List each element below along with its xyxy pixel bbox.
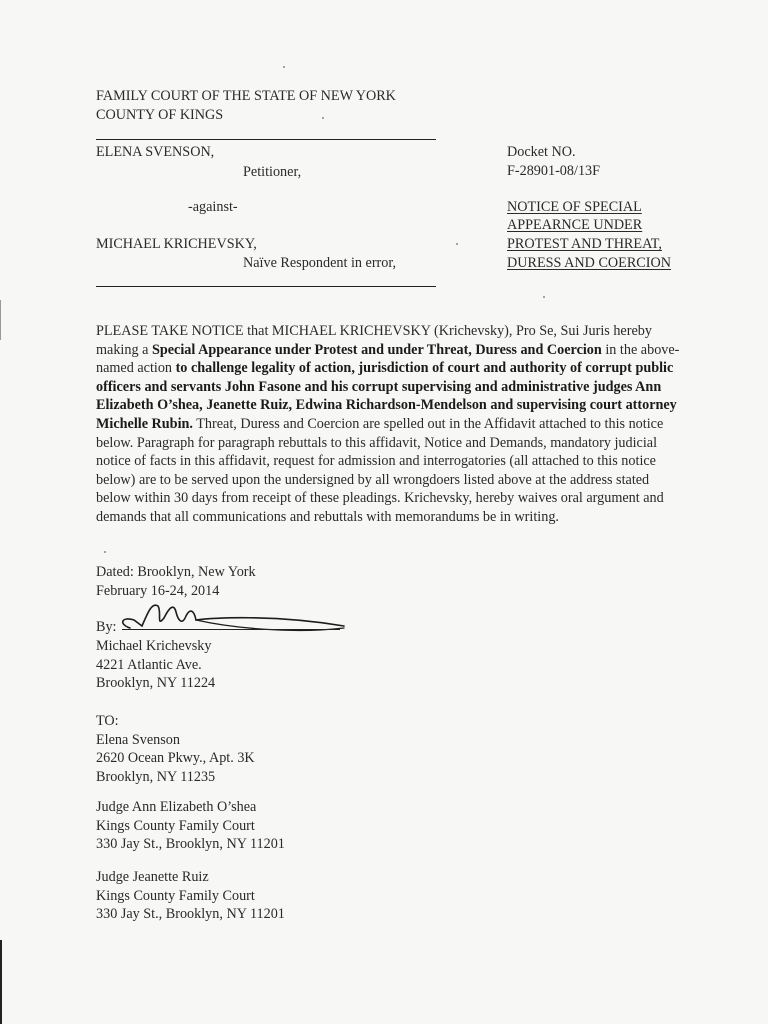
court-name: FAMILY COURT OF THE STATE OF NEW YORK <box>96 88 396 104</box>
recipient-name: Elena Svenson <box>96 731 180 748</box>
respondent-name: MICHAEL KRICHEVSKY, <box>96 236 257 252</box>
against-label: -against- <box>188 199 238 215</box>
scan-speck <box>104 551 106 553</box>
respondent-role: Naïve Respondent in error, <box>243 255 397 271</box>
notice-title-line-1: NOTICE OF SPECIAL <box>507 199 642 215</box>
dated-block <box>96 563 256 600</box>
to-label: TO: <box>96 713 119 729</box>
recipient-name: Judge Ann Elizabeth O’shea <box>96 799 257 815</box>
scan-speck <box>283 66 285 68</box>
court-county: COUNTY OF KINGS <box>96 107 224 123</box>
body-bold-2: to challenge legality of action, jurisdiction of court and authority of corrupt public officers and servants John Fasone and his corrupt supervising and administrative judges Ann Elizabeth O’shea, Jeanette Ruiz, Edwina Richardson-Mendelson and supervising court attorney Michelle Rubin. <box>96 360 677 432</box>
scan-edge-mark <box>0 940 2 1024</box>
notice-title-line-3: PROTEST AND THREAT, <box>507 236 662 252</box>
petitioner-role: Petitioner, <box>243 164 302 180</box>
dated-place: Dated: Brooklyn, New York <box>96 564 256 580</box>
notice-title-line-2: APPEARNCE UNDER <box>507 217 643 233</box>
scan-speck <box>543 296 545 298</box>
handwritten-signature <box>112 598 352 640</box>
recipient-block-3 <box>96 868 285 924</box>
recipient-city-line: 330 Jay St., Brooklyn, NY 11201 <box>96 906 285 923</box>
sender-street: 4221 Atlantic Ave. <box>96 656 202 673</box>
caption-bottom-rule <box>96 286 436 287</box>
sender-name: Michael Krichevsky <box>96 638 212 654</box>
recipient-address-line: Kings County Family Court <box>96 887 255 904</box>
scan-speck <box>456 243 458 245</box>
recipient-name: Judge Jeanette Ruiz <box>96 869 209 885</box>
notice-title-line-4: DURESS AND COERCION <box>507 255 671 271</box>
docket-label: Docket NO. <box>507 144 576 160</box>
recipient-address-line: 2620 Ocean Pkwy., Apt. 3K <box>96 750 255 767</box>
recipient-city-line: 330 Jay St., Brooklyn, NY 11201 <box>96 836 285 853</box>
body-text-1: PLEASE TAKE NOTICE that MICHAEL KRICHEVSKY (Krichevsky), Pro Se, Sui Juris hereby making a <box>96 323 652 358</box>
recipient-block-2 <box>96 798 285 854</box>
by-label: By: <box>96 619 117 635</box>
caption-top-rule <box>96 139 436 140</box>
docket-number: F-28901-08/13F <box>507 163 601 179</box>
notice-body <box>96 322 681 527</box>
scan-speck <box>322 117 324 119</box>
sender-city: Brooklyn, NY 11224 <box>96 675 216 692</box>
signature-line <box>122 629 340 630</box>
recipient-city-line: Brooklyn, NY 11235 <box>96 768 216 785</box>
sender-address <box>96 637 215 693</box>
body-text-2: in the above-named action <box>96 341 680 377</box>
body-bold-1: Special Appearance under Protest and under Threat, Duress and Coercion <box>151 341 602 358</box>
petitioner-name: ELENA SVENSON, <box>96 144 215 160</box>
body-text-3: Threat, Duress and Coercion are spelled out in the Affidavit attached to this notice below. Paragraph for paragraph rebuttals to this affidavit, Notice and Demands, mandatory judicial notice of facts in this affidavit, request for admission and interrogatories (all attached to this notice below) are to be served upon the undersigned by all wrongdoers listed above at the address stated below within 30 days from receipt of these pleadings. Krichevsky, hereby waives oral argument and demands that all communications and rebuttals with memorandums be in writing. <box>96 415 664 525</box>
scan-edge-mark <box>0 300 1 340</box>
recipient-block-1 <box>96 712 255 786</box>
dated-date: February 16-24, 2014 <box>96 582 220 599</box>
recipient-address-line: Kings County Family Court <box>96 817 255 834</box>
